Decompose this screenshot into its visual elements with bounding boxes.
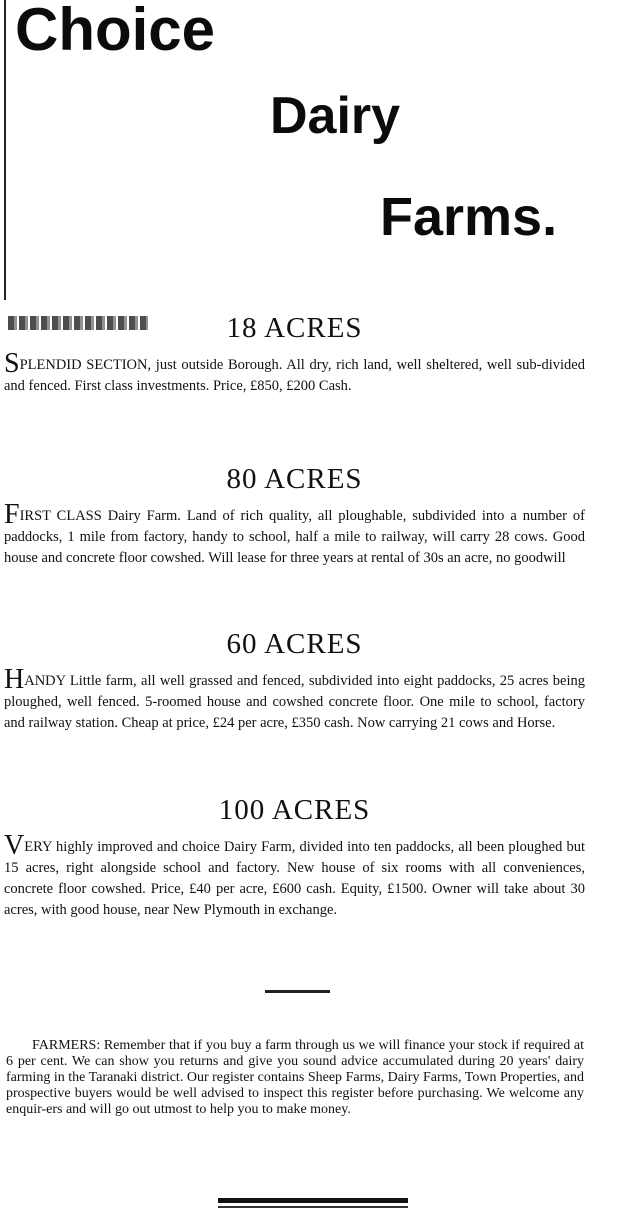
drop-cap: V (4, 830, 25, 861)
headline-choice: Choice (15, 0, 216, 63)
listing-body: IRST CLASS Dairy Farm. Land of rich quality, all ploughable, subdivided into a number of paddocks, 1 mile from factory, handy to school, half a mile to railway, will carry 28 cows. Good house and concrete floor cowshed. Will lease for three years at rental of 30s an acre, no goodwill (4, 508, 585, 566)
left-border-rule (4, 0, 6, 300)
drop-cap: F (4, 499, 20, 530)
drop-cap: H (4, 664, 25, 695)
listing-title: 80 ACRES (226, 463, 363, 495)
listing-18-acres (4, 312, 585, 397)
section-divider (265, 990, 330, 993)
listing-text (4, 830, 585, 921)
listing-text (4, 348, 585, 397)
drop-cap: S (4, 348, 20, 379)
listing-80-acres (4, 463, 585, 569)
headline-dairy: Dairy (270, 87, 401, 145)
listing-text (4, 499, 585, 569)
listing-text (4, 664, 585, 734)
listing-title: 100 ACRES (218, 794, 371, 826)
farmers-notice: FARMERS: Remember that if you buy a farm through us we will finance your stock if required at 6 per cent. We can show you returns and give you sound advice accumulated during 20 years' dairy farming in the Taranaki district. Our register contains Sheep Farms, Dairy Farms, Town Properties, and prospective buyers would be well advised to inspect this register before purchasing. We welcome any enquir-ers and will go out utmost to help you to make money. (6, 1038, 584, 1117)
bottom-rule (218, 1198, 408, 1203)
listing-body: ERY highly improved and choice Dairy Farm, divided into ten paddocks, all been ploughed but 15 acres, right alongside school and factory. New house of six rooms with all conveniences, concrete floor cowshed. Price, £40 per acre, £600 cash. Equity, £1500. Owner will take about 30 acres, with good house, near New Plymouth in exchange. (4, 839, 585, 918)
listing-100-acres (4, 794, 585, 921)
headline-farms: Farms. (380, 187, 558, 247)
listing-title: 18 ACRES (226, 312, 363, 344)
listing-body: ANDY Little farm, all well grassed and fenced, subdivided into eight paddocks, 25 acres being ploughed, well fenced. 5-roomed house and cowshed concrete floor. One mile to school, factory and railway station. Cheap at price, £24 per acre, £350 cash. Now carrying 21 cows and Horse. (4, 673, 585, 731)
bottom-rule-thin (218, 1206, 408, 1208)
listing-body: PLENDID SECTION, just outside Borough. All dry, rich land, well sheltered, well sub-divided and fenced. First class investments. Price, £850, £200 Cash. (4, 357, 585, 394)
listing-60-acres (4, 628, 585, 734)
listing-title: 60 ACRES (226, 628, 363, 660)
